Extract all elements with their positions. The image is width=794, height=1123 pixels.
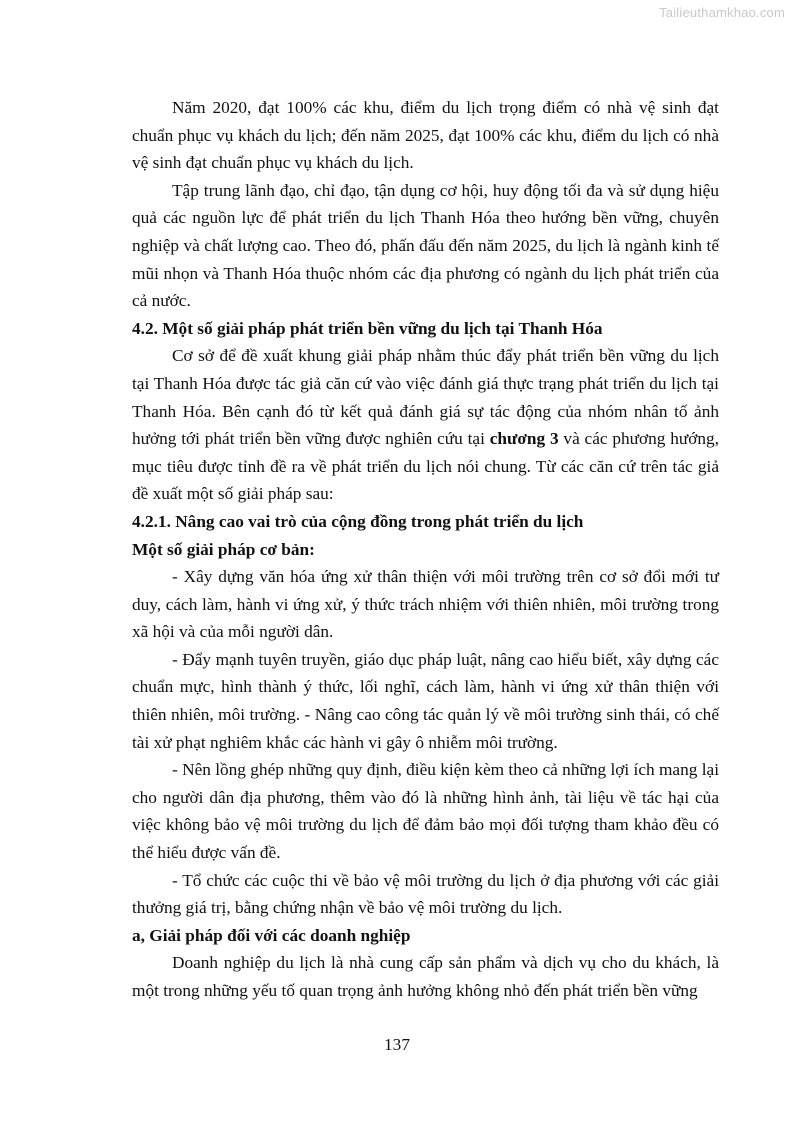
intro-text-end: và các phương hướng, mục tiêu được tỉnh đề ra về phát triển du lịch nói chung. Từ các căn cứ trên tác giả đề xuất một số giải pháp sau:: [132, 429, 719, 504]
section-heading-a-enterprises: a, Giải pháp đối với các doanh nghiệp: [132, 925, 411, 945]
bullet-item: - Xây dựng văn hóa ứng xử thân thiện với môi trường trên cơ sở đổi mới tư duy, cách làm, hành vi ứng xử, ý thức trách nhiệm với thiên nhiên, môi trường trong xã hội và của mỗi người dân.: [132, 567, 719, 642]
intro-text-start: Cơ sở để đề xuất khung giải pháp nhằm thúc đẩy phát triển bền vững du lịch tại Thanh Hóa được tác giả căn cứ vào việc đánh giá thực trạng phát triển du lịch tại Thanh Hóa. Bên cạnh đó từ kết quả đánh giá sự tác động của nhóm nhân tố ảnh hưởng tới phát triển bền vững được nghiên cứu tại: [132, 346, 719, 449]
bullet-item: - Đẩy mạnh tuyên truyền, giáo dục pháp luật, nâng cao hiểu biết, xây dựng các chuẩn mực, hình thành ý thức, lối nghĩ, cách làm, hành vi ứng xử thân thiện với thiên nhiên, môi trường. - Nâng cao công tác quản lý về môi trường sinh thái, có chế tài xử phạt nghiêm khắc các hành vi gây ô nhiễm môi trường.: [132, 649, 719, 752]
page-number: 137: [384, 1035, 410, 1054]
bullet-item: - Nên lồng ghép những quy định, điều kiện kèm theo cả những lợi ích mang lại cho người dân địa phương, thêm vào đó là những hình ảnh, tài liệu về tác hại của việc không bảo vệ môi trường du lịch để đảm bảo mọi đối tượng tham khảo đều có thể hiểu được vấn đề.: [132, 760, 719, 863]
paragraph-section-4-2-intro: [132, 342, 719, 508]
paragraph-leadership-focus: Tập trung lãnh đạo, chỉ đạo, tận dụng cơ hội, huy động tối đa và sử dụng hiệu quả các nguồn lực để phát triển du lịch Thanh Hóa theo hướng bền vững, chuyên nghiệp và chất lượng cao. Theo đó, phấn đấu đến năm 2025, du lịch là ngành kinh tế mũi nhọn và Thanh Hóa thuộc nhóm các địa phương có ngành du lịch phát triển của cả nước.: [132, 180, 719, 311]
watermark: Tailieuthamkhao.com: [659, 5, 785, 20]
paragraph-enterprises: Doanh nghiệp du lịch là nhà cung cấp sản phẩm và dịch vụ cho du khách, là một trong những yếu tố quan trọng ảnh hưởng không nhỏ đến phát triển bền vững: [132, 953, 719, 1000]
intro-bold-chapter-ref: chương 3: [489, 429, 559, 449]
section-heading-4-2-1: 4.2.1. Nâng cao vai trò của cộng đồng trong phát triển du lịch: [132, 511, 584, 531]
bullet-item: - Tổ chức các cuộc thi về bảo vệ môi trường du lịch ở địa phương với các giải thưởng giá trị, bằng chứng nhận về bảo vệ môi trường du lịch.: [132, 870, 719, 918]
paragraph-sanitation-target: Năm 2020, đạt 100% các khu, điểm du lịch trọng điểm có nhà vệ sinh đạt chuẩn phục vụ khách du lịch; đến năm 2025, đạt 100% các khu, điểm du lịch có nhà vệ sinh đạt chuẩn phục vụ khách du lịch.: [132, 98, 719, 173]
subheading-basic-solutions: Một số giải pháp cơ bản:: [132, 539, 315, 559]
document-page-body: [132, 94, 719, 1005]
section-heading-4-2: 4.2. Một số giải pháp phát triển bền vững du lịch tại Thanh Hóa: [132, 318, 603, 338]
